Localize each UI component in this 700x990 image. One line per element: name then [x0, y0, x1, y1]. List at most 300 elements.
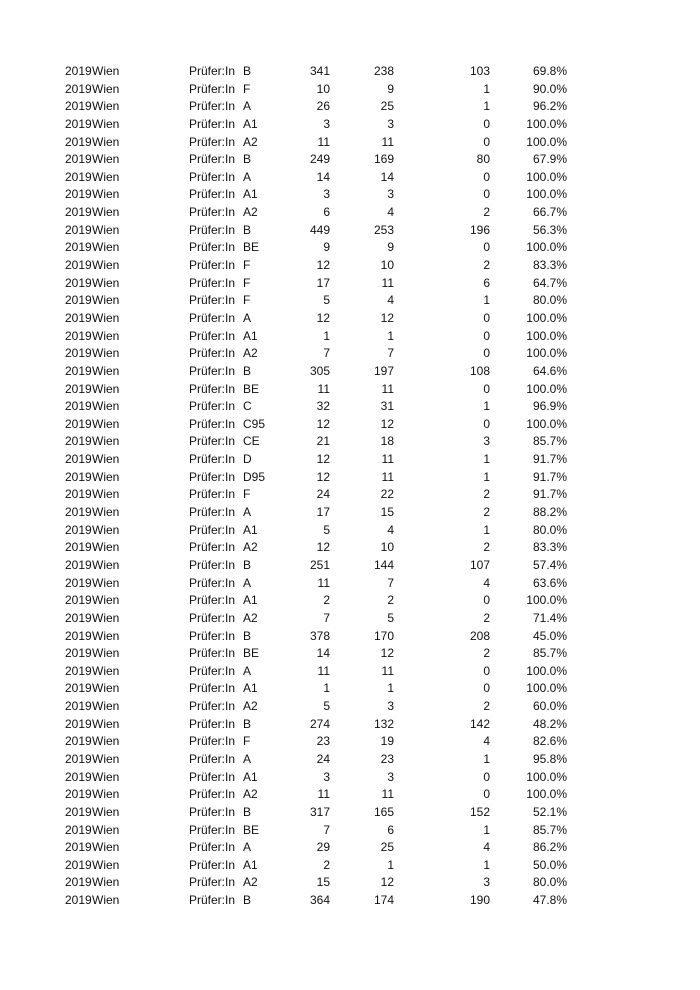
failed-count-cell: 2 [483, 646, 490, 661]
failed-count-cell: 103 [469, 64, 490, 78]
city-cell: Wien [92, 187, 120, 202]
license-class-cell: A2 [243, 699, 258, 714]
passed-count-cell: 25 [380, 840, 394, 855]
table-row [0, 328, 700, 346]
total-count-cell: 7 [323, 346, 330, 361]
pass-rate-cell: 85.7% [532, 822, 567, 837]
year-cell: 2019 [65, 81, 92, 96]
passed-count-cell: 12 [380, 875, 394, 890]
table-row [0, 381, 700, 399]
failed-count-cell: 107 [469, 557, 490, 572]
total-count-cell: 10 [316, 81, 330, 96]
table-row [0, 680, 700, 698]
table-row [0, 522, 700, 540]
year-cell: 2019 [65, 205, 92, 220]
license-class-cell: A [243, 310, 252, 325]
license-class-cell: A [243, 663, 252, 678]
license-class-cell: A1 [243, 328, 258, 343]
failed-count-cell: 0 [483, 769, 490, 784]
passed-count-cell: 11 [381, 381, 394, 396]
total-count-cell: 5 [323, 293, 330, 308]
passed-count-cell: 3 [387, 699, 394, 714]
passed-count-cell: 15 [380, 505, 394, 520]
table-row [0, 433, 700, 451]
role-cell: Prüfer:In [189, 152, 236, 167]
role-cell: Prüfer:In [189, 328, 236, 343]
role-cell: Prüfer:In [189, 646, 236, 661]
year-cell: 2019 [65, 822, 92, 837]
failed-count-cell: 0 [483, 381, 490, 396]
license-class-cell: D95 [243, 469, 266, 484]
passed-count-cell: 10 [380, 540, 394, 555]
total-count-cell: 11 [317, 663, 330, 678]
city-cell: Wien [92, 522, 120, 537]
table-row [0, 839, 700, 857]
failed-count-cell: 2 [483, 699, 490, 714]
failed-count-cell: 0 [483, 416, 490, 431]
passed-count-cell: 1 [387, 857, 394, 872]
table-row [0, 345, 700, 363]
year-cell: 2019 [65, 381, 92, 396]
year-cell: 2019 [65, 575, 92, 590]
passed-count-cell: 14 [380, 169, 394, 184]
table-row [0, 592, 700, 610]
passed-count-cell: 11 [381, 275, 394, 290]
pass-rate-cell: 80.0% [532, 875, 567, 890]
total-count-cell: 14 [316, 169, 330, 184]
role-cell: Prüfer:In [189, 751, 236, 766]
pass-rate-cell: 100.0% [526, 187, 567, 202]
role-cell: Prüfer:In [189, 681, 236, 696]
passed-count-cell: 3 [387, 116, 394, 131]
year-cell: 2019 [65, 540, 92, 555]
license-class-cell: A1 [243, 522, 258, 537]
role-cell: Prüfer:In [189, 557, 236, 572]
city-cell: Wien [92, 81, 120, 96]
year-cell: 2019 [65, 787, 92, 802]
pass-rate-cell: 91.7% [532, 487, 567, 502]
pass-rate-cell: 47.8% [532, 893, 567, 908]
license-class-cell: B [243, 222, 252, 237]
year-cell: 2019 [65, 416, 92, 431]
license-class-cell: B [243, 363, 252, 378]
failed-count-cell: 0 [483, 310, 490, 325]
license-class-cell: A2 [243, 134, 258, 149]
year-cell: 2019 [65, 681, 92, 696]
table-row [0, 575, 700, 593]
passed-count-cell: 3 [387, 769, 394, 784]
table-row [0, 751, 700, 769]
total-count-cell: 12 [316, 452, 330, 467]
license-class-cell: C [243, 399, 252, 414]
passed-count-cell: 9 [387, 81, 394, 96]
role-cell: Prüfer:In [189, 893, 236, 908]
failed-count-cell: 1 [483, 452, 490, 467]
role-cell: Prüfer:In [189, 716, 236, 731]
city-cell: Wien [92, 64, 120, 78]
pass-rate-cell: 50.0% [532, 857, 567, 872]
failed-count-cell: 108 [469, 363, 490, 378]
year-cell: 2019 [65, 804, 92, 819]
table-row [0, 81, 700, 99]
city-cell: Wien [92, 875, 120, 890]
role-cell: Prüfer:In [189, 787, 236, 802]
total-count-cell: 12 [316, 416, 330, 431]
license-class-cell: F [243, 275, 251, 290]
role-cell: Prüfer:In [189, 169, 236, 184]
role-cell: Prüfer:In [189, 452, 236, 467]
table-row [0, 451, 700, 469]
passed-count-cell: 10 [380, 258, 394, 273]
city-cell: Wien [92, 540, 120, 555]
license-class-cell: A2 [243, 787, 258, 802]
license-class-cell: B [243, 628, 252, 643]
pass-rate-cell: 67.9% [532, 152, 567, 167]
table-row [0, 539, 700, 557]
total-count-cell: 26 [316, 99, 330, 114]
license-class-cell: B [243, 152, 252, 167]
city-cell: Wien [92, 734, 120, 749]
pass-rate-cell: 100.0% [526, 310, 567, 325]
license-class-cell: A [243, 575, 252, 590]
table-row [0, 610, 700, 628]
year-cell: 2019 [65, 628, 92, 643]
pass-rate-cell: 90.0% [532, 81, 567, 96]
total-count-cell: 251 [309, 557, 330, 572]
total-count-cell: 24 [316, 751, 330, 766]
pass-rate-cell: 91.7% [532, 452, 567, 467]
pass-rate-cell: 82.6% [532, 734, 567, 749]
total-count-cell: 7 [323, 822, 330, 837]
license-class-cell: A1 [243, 857, 258, 872]
total-count-cell: 24 [316, 487, 330, 502]
table-row [0, 98, 700, 116]
failed-count-cell: 208 [469, 628, 490, 643]
license-class-cell: A [243, 169, 252, 184]
pass-rate-cell: 83.3% [532, 258, 567, 273]
license-class-cell: A1 [243, 681, 258, 696]
table-row [0, 186, 700, 204]
city-cell: Wien [92, 716, 120, 731]
failed-count-cell: 2 [483, 610, 490, 625]
year-cell: 2019 [65, 399, 92, 414]
failed-count-cell: 4 [483, 575, 490, 590]
passed-count-cell: 169 [373, 152, 394, 167]
city-cell: Wien [92, 469, 120, 484]
city-cell: Wien [92, 205, 120, 220]
table-row [0, 663, 700, 681]
passed-count-cell: 165 [373, 804, 394, 819]
year-cell: 2019 [65, 840, 92, 855]
year-cell: 2019 [65, 522, 92, 537]
pass-rate-cell: 66.7% [532, 205, 567, 220]
failed-count-cell: 1 [483, 751, 490, 766]
pass-rate-cell: 48.2% [532, 716, 567, 731]
total-count-cell: 29 [316, 840, 330, 855]
license-class-cell: A1 [243, 187, 258, 202]
city-cell: Wien [92, 593, 120, 608]
role-cell: Prüfer:In [189, 469, 236, 484]
passed-count-cell: 4 [387, 522, 394, 537]
year-cell: 2019 [65, 769, 92, 784]
pass-rate-cell: 100.0% [526, 328, 567, 343]
role-cell: Prüfer:In [189, 222, 236, 237]
role-cell: Prüfer:In [189, 116, 236, 131]
total-count-cell: 15 [316, 875, 330, 890]
pass-rate-cell: 45.0% [532, 628, 567, 643]
license-class-cell: B [243, 893, 252, 908]
role-cell: Prüfer:In [189, 258, 236, 273]
year-cell: 2019 [65, 187, 92, 202]
role-cell: Prüfer:In [189, 522, 236, 537]
pass-rate-cell: 100.0% [526, 134, 567, 149]
passed-count-cell: 22 [380, 487, 394, 502]
pass-rate-cell: 100.0% [526, 116, 567, 131]
pass-rate-cell: 100.0% [526, 240, 567, 255]
role-cell: Prüfer:In [189, 134, 236, 149]
pass-rate-cell: 96.9% [532, 399, 567, 414]
passed-count-cell: 5 [387, 610, 394, 625]
license-class-cell: B [243, 716, 252, 731]
failed-count-cell: 152 [469, 804, 490, 819]
total-count-cell: 17 [316, 275, 330, 290]
city-cell: Wien [92, 452, 120, 467]
table-row [0, 363, 700, 381]
failed-count-cell: 1 [483, 822, 490, 837]
pass-rate-cell: 83.3% [532, 540, 567, 555]
license-class-cell: A [243, 840, 252, 855]
failed-count-cell: 0 [483, 663, 490, 678]
failed-count-cell: 142 [469, 716, 490, 731]
city-cell: Wien [92, 681, 120, 696]
pass-rate-cell: 60.0% [532, 699, 567, 714]
passed-count-cell: 144 [373, 557, 394, 572]
failed-count-cell: 2 [483, 205, 490, 220]
license-class-cell: F [243, 293, 251, 308]
role-cell: Prüfer:In [189, 81, 236, 96]
city-cell: Wien [92, 769, 120, 784]
role-cell: Prüfer:In [189, 610, 236, 625]
failed-count-cell: 1 [483, 293, 490, 308]
passed-count-cell: 197 [373, 363, 394, 378]
passed-count-cell: 11 [381, 787, 394, 802]
pass-rate-cell: 80.0% [532, 293, 567, 308]
city-cell: Wien [92, 222, 120, 237]
year-cell: 2019 [65, 452, 92, 467]
failed-count-cell: 196 [469, 222, 490, 237]
year-cell: 2019 [65, 258, 92, 273]
role-cell: Prüfer:In [189, 734, 236, 749]
total-count-cell: 21 [316, 434, 330, 449]
year-cell: 2019 [65, 505, 92, 520]
passed-count-cell: 3 [387, 187, 394, 202]
total-count-cell: 305 [309, 363, 330, 378]
total-count-cell: 6 [323, 205, 330, 220]
table-row [0, 716, 700, 734]
pass-rate-cell: 88.2% [532, 505, 567, 520]
table-row [0, 204, 700, 222]
failed-count-cell: 1 [483, 857, 490, 872]
table-row [0, 63, 700, 81]
failed-count-cell: 1 [483, 522, 490, 537]
passed-count-cell: 6 [387, 822, 394, 837]
license-class-cell: A2 [243, 205, 258, 220]
failed-count-cell: 1 [483, 99, 490, 114]
city-cell: Wien [92, 381, 120, 396]
failed-count-cell: 2 [483, 540, 490, 555]
table-row [0, 257, 700, 275]
city-cell: Wien [92, 240, 120, 255]
license-class-cell: D [243, 452, 252, 467]
failed-count-cell: 0 [483, 169, 490, 184]
failed-count-cell: 0 [483, 134, 490, 149]
role-cell: Prüfer:In [189, 628, 236, 643]
year-cell: 2019 [65, 116, 92, 131]
license-class-cell: B [243, 804, 252, 819]
table-row [0, 857, 700, 875]
role-cell: Prüfer:In [189, 540, 236, 555]
license-class-cell: CE [243, 434, 260, 449]
table-row [0, 874, 700, 892]
license-class-cell: C95 [243, 416, 266, 431]
city-cell: Wien [92, 399, 120, 414]
pass-rate-cell: 95.8% [532, 751, 567, 766]
year-cell: 2019 [65, 328, 92, 343]
year-cell: 2019 [65, 716, 92, 731]
pass-rate-cell: 100.0% [526, 663, 567, 678]
total-count-cell: 11 [317, 134, 330, 149]
total-count-cell: 5 [323, 699, 330, 714]
passed-count-cell: 238 [373, 64, 394, 78]
year-cell: 2019 [65, 222, 92, 237]
passed-count-cell: 11 [381, 452, 394, 467]
license-class-cell: A [243, 505, 252, 520]
pass-rate-cell: 64.6% [532, 363, 567, 378]
passed-count-cell: 1 [387, 328, 394, 343]
pass-rate-cell: 64.7% [532, 275, 567, 290]
passed-count-cell: 31 [380, 399, 394, 414]
passed-count-cell: 4 [387, 205, 394, 220]
total-count-cell: 11 [317, 575, 330, 590]
failed-count-cell: 4 [483, 840, 490, 855]
passed-count-cell: 4 [387, 293, 394, 308]
total-count-cell: 1 [323, 681, 330, 696]
pass-rate-cell: 56.3% [532, 222, 567, 237]
total-count-cell: 23 [316, 734, 330, 749]
table-row [0, 628, 700, 646]
pass-rate-cell: 71.4% [532, 610, 567, 625]
year-cell: 2019 [65, 699, 92, 714]
city-cell: Wien [92, 893, 120, 908]
failed-count-cell: 190 [469, 893, 490, 908]
role-cell: Prüfer:In [189, 505, 236, 520]
license-class-cell: F [243, 258, 251, 273]
table-row [0, 416, 700, 434]
city-cell: Wien [92, 346, 120, 361]
passed-count-cell: 174 [373, 893, 394, 908]
pass-rate-cell: 86.2% [532, 840, 567, 855]
city-cell: Wien [92, 699, 120, 714]
pass-rate-cell: 85.7% [532, 434, 567, 449]
total-count-cell: 7 [323, 610, 330, 625]
role-cell: Prüfer:In [189, 804, 236, 819]
failed-count-cell: 0 [483, 787, 490, 802]
table-row [0, 822, 700, 840]
role-cell: Prüfer:In [189, 399, 236, 414]
role-cell: Prüfer:In [189, 346, 236, 361]
total-count-cell: 3 [323, 116, 330, 131]
role-cell: Prüfer:In [189, 663, 236, 678]
failed-count-cell: 1 [483, 469, 490, 484]
role-cell: Prüfer:In [189, 416, 236, 431]
total-count-cell: 3 [323, 769, 330, 784]
pass-rate-cell: 85.7% [532, 646, 567, 661]
table-row [0, 169, 700, 187]
role-cell: Prüfer:In [189, 699, 236, 714]
city-cell: Wien [92, 310, 120, 325]
table-row [0, 733, 700, 751]
failed-count-cell: 0 [483, 593, 490, 608]
year-cell: 2019 [65, 646, 92, 661]
year-cell: 2019 [65, 363, 92, 378]
city-cell: Wien [92, 840, 120, 855]
passed-count-cell: 19 [380, 734, 394, 749]
total-count-cell: 11 [317, 787, 330, 802]
year-cell: 2019 [65, 893, 92, 908]
failed-count-cell: 0 [483, 346, 490, 361]
passed-count-cell: 25 [380, 99, 394, 114]
year-cell: 2019 [65, 99, 92, 114]
license-class-cell: A1 [243, 116, 258, 131]
city-cell: Wien [92, 822, 120, 837]
license-class-cell: BE [243, 381, 260, 396]
table-row [0, 504, 700, 522]
year-cell: 2019 [65, 751, 92, 766]
table-row [0, 275, 700, 293]
failed-count-cell: 1 [483, 399, 490, 414]
year-cell: 2019 [65, 310, 92, 325]
license-class-cell: F [243, 81, 251, 96]
city-cell: Wien [92, 575, 120, 590]
total-count-cell: 32 [316, 399, 330, 414]
city-cell: Wien [92, 116, 120, 131]
role-cell: Prüfer:In [189, 240, 236, 255]
year-cell: 2019 [65, 152, 92, 167]
year-cell: 2019 [65, 734, 92, 749]
city-cell: Wien [92, 787, 120, 802]
city-cell: Wien [92, 804, 120, 819]
failed-count-cell: 4 [483, 734, 490, 749]
year-cell: 2019 [65, 663, 92, 678]
passed-count-cell: 18 [380, 434, 394, 449]
table-row [0, 151, 700, 169]
year-cell: 2019 [65, 593, 92, 608]
pass-rate-cell: 100.0% [526, 169, 567, 184]
total-count-cell: 3 [323, 187, 330, 202]
pass-rate-cell: 52.1% [532, 804, 567, 819]
license-class-cell: BE [243, 240, 260, 255]
year-cell: 2019 [65, 557, 92, 572]
pass-rate-cell: 100.0% [526, 593, 567, 608]
pass-rate-cell: 91.7% [532, 469, 567, 484]
failed-count-cell: 0 [483, 328, 490, 343]
license-class-cell: BE [243, 822, 260, 837]
pass-rate-cell: 57.4% [532, 557, 567, 572]
role-cell: Prüfer:In [189, 769, 236, 784]
pass-rate-cell: 100.0% [526, 381, 567, 396]
role-cell: Prüfer:In [189, 875, 236, 890]
data-table [0, 63, 700, 910]
